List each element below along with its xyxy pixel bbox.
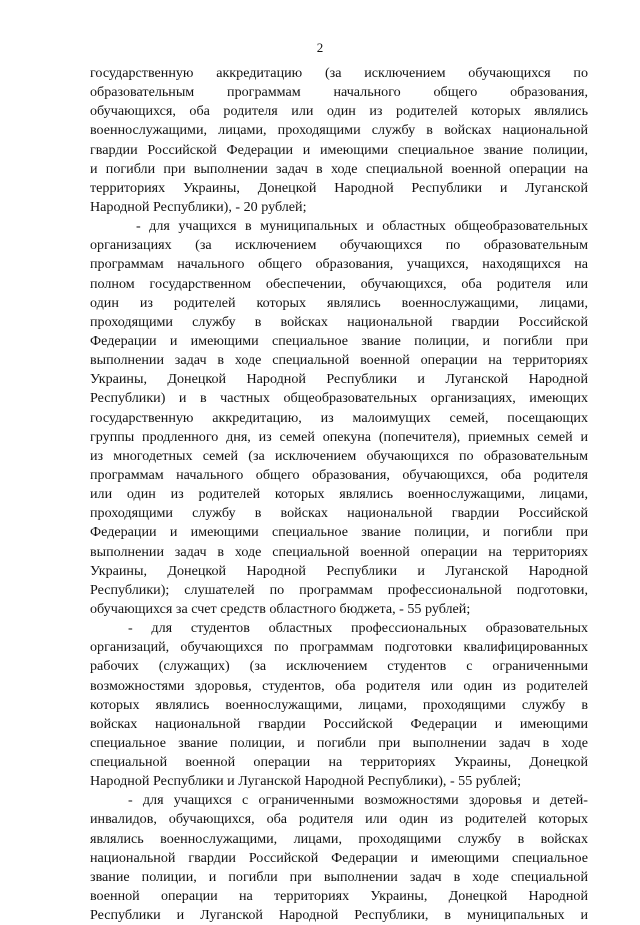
text-line: национальной гвардии Российской Федерации и имеющими специальное xyxy=(90,849,588,866)
text-line: государственную аккредитацию (за исключением обучающихся по xyxy=(90,65,588,81)
text-line: и погибли при выполнении задач в ходе специальной военной операции на xyxy=(90,160,588,177)
text-line: или один из родителей которых являлись военнослужащими, лицами, xyxy=(90,486,588,503)
text-line: Народной Республики), - 20 рублей; xyxy=(90,198,307,215)
text-line: специальной военной операции на территориях Украины, Донецкой xyxy=(90,754,588,771)
text-line: полном государственном обеспечении, обучающихся, оба родителя или xyxy=(90,275,588,292)
text-line: войсках национальной гвардии Российской Федерации и имеющими xyxy=(90,715,588,732)
text-line: проходящими службу в войсках национальной гвардии Российской xyxy=(90,313,588,330)
text-line: государственную аккредитацию, из малоимущих семей, посещающих xyxy=(90,409,588,426)
text-line: военной операции на территориях Украины, Донецкой Народной xyxy=(90,888,588,905)
text-line: обучающихся за счет средств областного бюджета, - 55 рублей; xyxy=(90,600,471,617)
text-line: Республики) и в частных общеобразовательных организациях, имеющих xyxy=(90,390,588,407)
page-number: 2 xyxy=(316,40,324,55)
text-line: программам начального общего образования, обучающихся, оба родителя xyxy=(90,466,588,483)
text-line: звание полиции, и погибли при выполнении задач в ходе специальной xyxy=(90,868,588,885)
text-line: - для учащихся в муниципальных и областных общеобразовательных xyxy=(136,218,588,235)
text-line: из многодетных семей (за исключением обучающихся по образовательным xyxy=(90,447,588,464)
text-line: выполнении задач в ходе специальной военной операции на территориях xyxy=(90,543,588,560)
text-line: Республики); слушателей по программам профессиональной подготовки, xyxy=(90,581,588,598)
text-line: рабочих (служащих) (за исключением студентов с ограниченными xyxy=(90,658,588,675)
text-line: Народной Республики и Луганской Народной Республики), - 55 рублей; xyxy=(90,773,522,790)
text-line: организациях (за исключением обучающихся по образовательным xyxy=(90,237,588,254)
text-line: возможностями здоровья, студентов, оба родителя или один из родителей xyxy=(90,677,588,694)
text-line: организаций, обучающихся по программам подготовки квалифицированных xyxy=(90,639,588,656)
text-line: которых являлись военнослужащими, лицами, проходящими службу в xyxy=(90,696,588,713)
text-line: являлись военнослужащими, лицами, проходящими службу в войсках xyxy=(90,830,588,847)
text-line: проходящими службу в войсках национальной гвардии Российской xyxy=(90,505,588,522)
text-line: группы продленного дня, из семей опекуна (попечителя), приемных семей и xyxy=(90,428,588,445)
text-line: - для учащихся с ограниченными возможностями здоровья и детей- xyxy=(128,792,588,809)
text-line: Украины, Донецкой Народной Республики и Луганской Народной xyxy=(90,562,588,579)
text-line: Украины, Донецкой Народной Республики и Луганской Народной xyxy=(90,371,588,388)
text-line: обучающихся, оба родителя или один из родителей которых являлись xyxy=(90,103,588,120)
text-line: специальное звание полиции, и погибли при выполнении задач в ходе xyxy=(90,734,588,751)
text-line: один из родителей которых являлись военнослужащими, лицами, xyxy=(90,294,588,311)
text-line: военнослужащими, лицами, проходящими службу в войсках национальной xyxy=(90,122,588,139)
text-line: образовательным программам начального общего образования, xyxy=(90,84,588,101)
text-line: Федерации и имеющими специальное звание полиции, и погибли при xyxy=(90,524,588,541)
text-line: - для студентов областных профессиональных образовательных xyxy=(128,620,588,637)
text-line: территориях Украины, Донецкой Народной Республики и Луганской xyxy=(90,179,588,196)
text-line: инвалидов, обучающихся, оба родителя или один из родителей которых xyxy=(90,811,588,828)
text-line: программам начального общего образования, учащихся, находящихся на xyxy=(90,256,588,273)
text-line: Федерации и имеющими специальное звание полиции, и погибли при xyxy=(90,332,588,349)
text-line: Республики и Луганской Народной Республики, в муниципальных и xyxy=(90,907,588,924)
text-line: гвардии Российской Федерации и имеющими специальное звание полиции, xyxy=(90,141,588,158)
text-line: выполнении задач в ходе специальной военной операции на территориях xyxy=(90,352,588,369)
document-body xyxy=(90,64,588,925)
